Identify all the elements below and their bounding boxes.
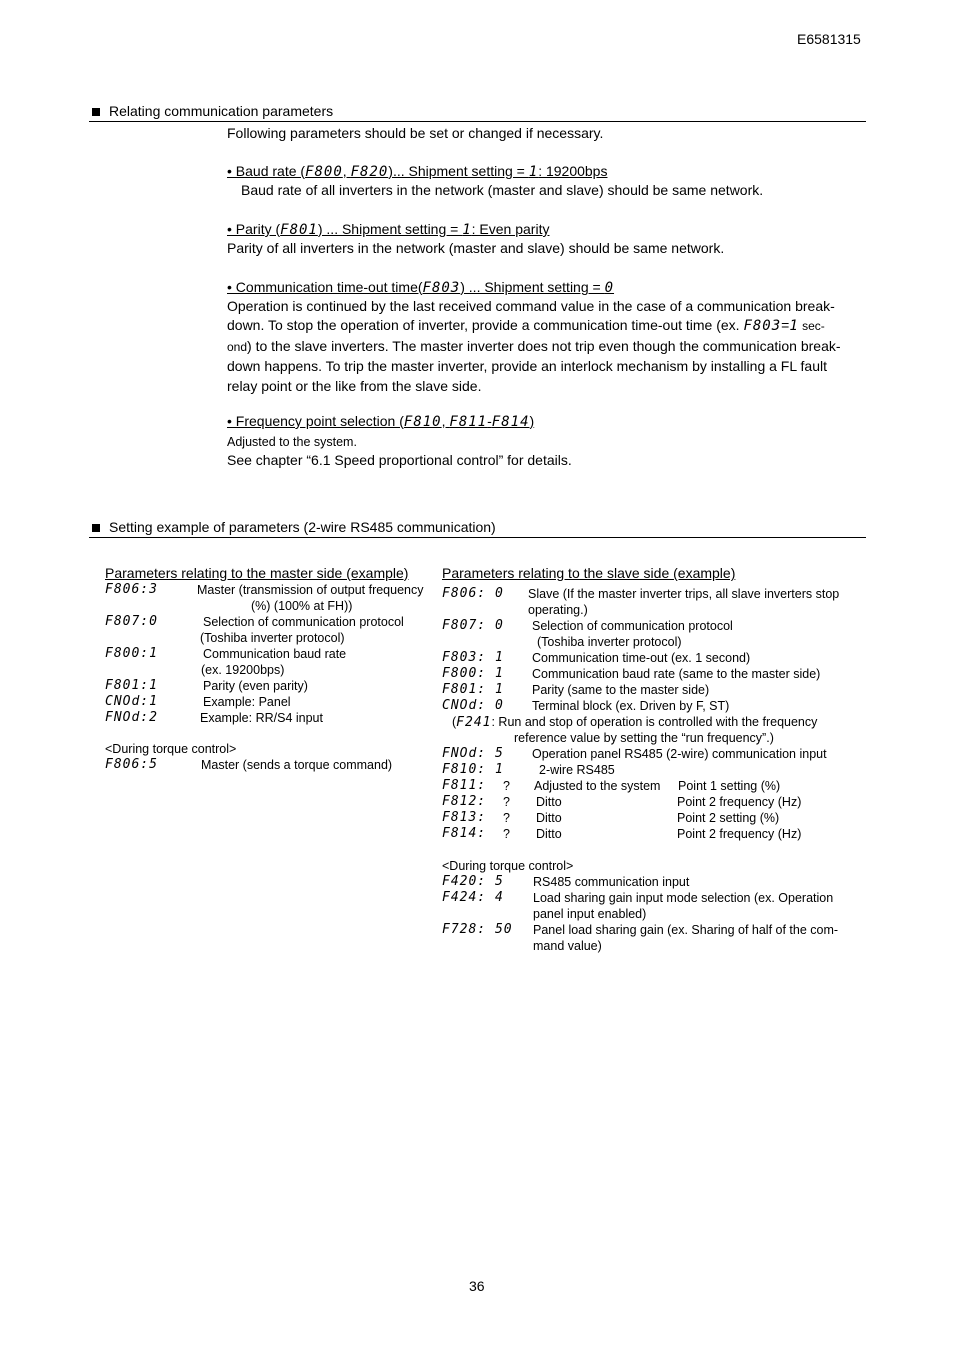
param-code: F807:0 [105, 614, 158, 629]
param-code: 1 [528, 164, 539, 180]
param-desc: Slave (If the master inverter trips, all slave inverters stop [528, 587, 840, 601]
param-code: F806:5 [105, 757, 158, 772]
slave-torque-heading: <During torque control> [442, 859, 574, 873]
param-desc: Point 2 frequency (Hz) [677, 795, 802, 809]
param-code: F813: [442, 810, 487, 825]
param-desc: (Toshiba inverter protocol) [200, 631, 345, 645]
param-desc: Adjusted to the system [534, 779, 661, 793]
param-code: FNOd:2 [105, 710, 158, 725]
frequency-adjusted-note: Adjusted to the system. [227, 435, 357, 449]
param-desc: Communication time-out (ex. 1 second) [532, 651, 751, 665]
param-desc: Master (transmission of output frequency [197, 583, 424, 597]
timeout-heading: • Communication time-out time(F803) ... Shipment setting = 0 [227, 279, 615, 296]
param-desc: Communication baud rate (same to the master side) [532, 667, 821, 681]
param-code: 1 [462, 222, 472, 238]
section-title: Relating communication parameters [109, 103, 334, 119]
param-desc: Terminal block (ex. Driven by F, ST) [532, 699, 730, 713]
param-desc: Selection of communication protocol [203, 615, 404, 629]
param-code: F820 [350, 164, 389, 180]
param-code: CNOd: 0 [442, 698, 504, 713]
param-code: F803 [422, 280, 461, 296]
param-code: F812: [442, 794, 487, 809]
document-id: E6581315 [797, 31, 861, 47]
param-code: F811: [442, 778, 487, 793]
param-desc: Parity (even parity) [203, 679, 308, 693]
section-heading-setting-example [92, 518, 496, 537]
baud-rate-desc: Baud rate of all inverters in the network (master and slave) should be same network. [241, 182, 764, 198]
param-desc: Communication baud rate [203, 647, 347, 661]
param-code: F801: 1 [442, 682, 504, 697]
param-value: ? [503, 827, 510, 841]
param-code: F800 [305, 164, 343, 180]
param-value: ? [503, 795, 510, 809]
param-desc: Example: RR/S4 input [200, 711, 323, 725]
timeout-desc-line: ond) to the slave inverters. The master inverter does not trip even though the communication break- [227, 337, 841, 354]
square-bullet-icon [92, 108, 100, 116]
param-value: ? [503, 811, 510, 825]
frequency-point-heading: • Frequency point selection (F810, F811-F814) [227, 413, 535, 430]
param-code: FNOd: 5 [442, 746, 504, 761]
param-desc: Ditto [536, 811, 562, 825]
param-code: F800:1 [105, 646, 158, 661]
section-title: Setting example of parameters (2-wire RS485 communication) [109, 519, 496, 535]
param-desc: Master (sends a torque command) [201, 758, 393, 772]
param-desc: : Run and stop of operation is controlled with the frequency [491, 715, 818, 729]
param-code: F801:1 [105, 678, 158, 693]
param-desc: Load sharing gain input mode selection (ex. Operation [533, 891, 834, 905]
square-bullet-icon [92, 524, 100, 532]
timeout-desc-line: down. To stop the operation of inverter, provide a communication time-out time (ex. F803=1 sec- [227, 317, 825, 335]
timeout-desc-line: Operation is continued by the last received command value in the case of a communication break- [227, 298, 835, 314]
param-code: F424: 4 [442, 890, 504, 905]
timeout-desc [227, 297, 864, 396]
param-desc: Point 2 setting (%) [677, 811, 780, 825]
parity-desc: Parity of all inverters in the network (master and slave) should be same network. [227, 240, 725, 256]
param-desc: Panel load sharing gain (ex. Sharing of half of the com- [533, 923, 839, 937]
param-desc: 2-wire RS485 [539, 763, 615, 777]
param-code: F800: 1 [442, 666, 504, 681]
param-code: F810 [403, 414, 442, 430]
section-rule [89, 537, 866, 538]
parity-heading: • Parity (F801) ... Shipment setting = 1: Even parity [227, 221, 550, 238]
param-code: F241 [456, 715, 492, 730]
param-desc: Point 1 setting (%) [678, 779, 781, 793]
param-code: F728: 50 [442, 922, 513, 937]
param-code: F807: 0 [442, 618, 504, 633]
param-desc: Operation panel RS485 (2-wire) communication input [532, 747, 827, 761]
param-code: F806:3 [105, 582, 158, 597]
param-desc: reference value by setting the “run frequency”.) [514, 731, 774, 745]
param-desc: operating.) [528, 603, 588, 617]
param-desc: RS485 communication input [533, 875, 690, 889]
param-code: F811 [449, 414, 488, 430]
param-code: F814 [491, 414, 530, 430]
param-desc: (ex. 19200bps) [201, 663, 285, 677]
master-torque-heading: <During torque control> [105, 742, 237, 756]
param-desc: Ditto [536, 827, 562, 841]
intro-text: Following parameters should be set or changed if necessary. [227, 125, 604, 141]
baud-rate-heading: • Baud rate (F800, F820)... Shipment setting = 1: 19200bps [227, 163, 608, 180]
page-number: 36 [469, 1278, 485, 1294]
param-desc: Parity (same to the master side) [532, 683, 710, 697]
param-desc: Ditto [536, 795, 562, 809]
section-rule [89, 121, 866, 122]
slave-heading: Parameters relating to the slave side (example) [442, 565, 736, 581]
param-code: 1 [789, 318, 799, 335]
param-code: F803 [743, 318, 782, 335]
param-desc: (Toshiba inverter protocol) [537, 635, 682, 649]
param-value: ? [503, 779, 510, 793]
param-desc: (%) (100% at FH)) [251, 599, 353, 613]
param-code: 0 [604, 280, 615, 296]
param-code: F806: 0 [442, 586, 504, 601]
param-code: F803: 1 [442, 650, 504, 665]
section-heading-communication [92, 102, 333, 121]
param-code: F814: [442, 826, 487, 841]
timeout-desc-line: down happens. To trip the master inverter, provide an interlock mechanism by installing a FL fault [227, 358, 827, 375]
timeout-desc-line: relay point or the like from the slave side. [227, 377, 482, 394]
param-desc: panel input enabled) [533, 907, 647, 921]
param-code: CNOd:1 [105, 694, 158, 709]
param-code: F420: 5 [442, 874, 504, 889]
param-desc: Example: Panel [203, 695, 291, 709]
param-code: F801 [280, 222, 318, 238]
param-desc: mand value) [533, 939, 602, 953]
frequency-see-chapter: See chapter “6.1 Speed proportional control” for details. [227, 452, 572, 468]
master-heading: Parameters relating to the master side (example) [105, 565, 409, 581]
param-desc: Point 2 frequency (Hz) [677, 827, 802, 841]
slave-row-note: (F241: Run and stop of operation is controlled with the frequency reference value by setting the “run frequency”.) [452, 715, 818, 745]
param-desc: Selection of communication protocol [532, 619, 733, 633]
param-code: F810: 1 [442, 762, 504, 777]
